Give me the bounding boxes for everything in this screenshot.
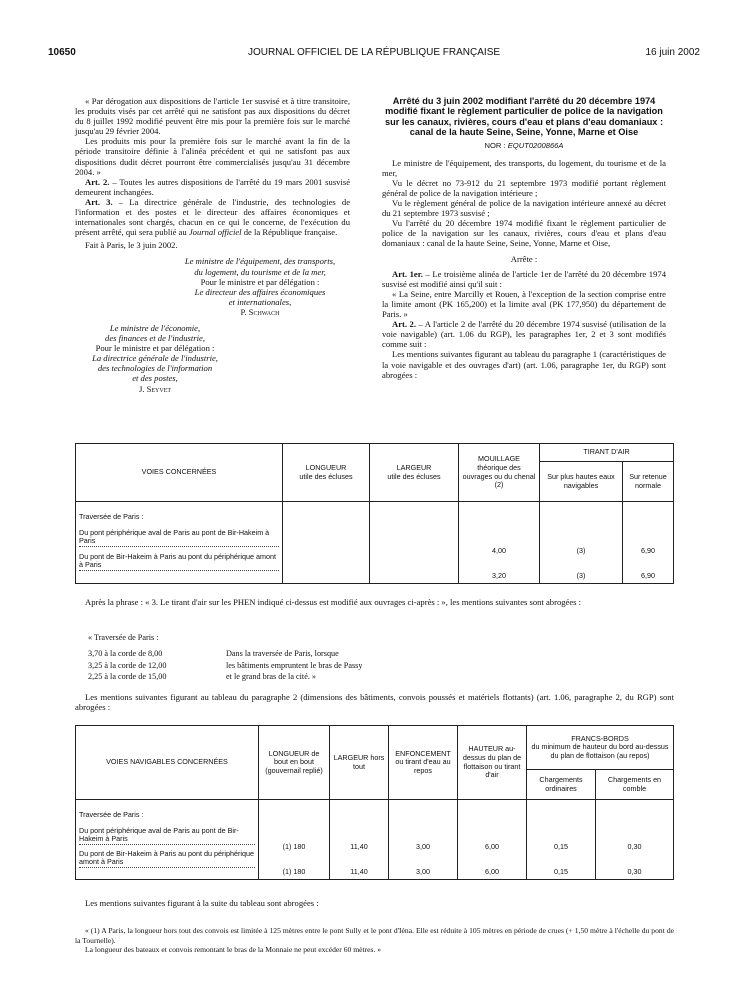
table-cell: (3) (3) — [540, 502, 623, 584]
article-3 — [75, 197, 350, 237]
publication-date: 16 juin 2002 — [645, 47, 700, 58]
page-number: 10650 — [48, 47, 76, 58]
page-header — [48, 47, 700, 61]
nor-reference — [382, 141, 666, 151]
col-header: Sur retenue normale — [623, 462, 674, 502]
paragraph: « La Seine, entre Marcilly et Rouen, à l'exception de la section comprise entre la limite amont (PK 165,200) et la limite aval (PK 177,950) du département de Paris. » — [382, 288, 666, 320]
paragraph: Vu le règlement général de police de la navigation intérieure annexé au décret du 21 septembre 1973 susvisé ; — [382, 198, 666, 219]
table-cell — [370, 502, 459, 584]
signature-block-transport — [170, 256, 350, 317]
list-item: 3,25 à la corde de 12,00 les bâtiments empruntent le bras de Passy — [88, 660, 363, 670]
list-item: 2,25 à la corde de 15,00 et le grand bras de la cité. » — [88, 672, 317, 682]
paragraph: « Par dérogation aux dispositions de l'article 1er susvisé et à titre transitoire, les produits visés par cet arrêté qui ne satisfont pas aux dispositions du décret du 8 juillet 1992 modifié peuvent être mis pour la première fois sur le marché jusqu'au 29 février 2004. — [75, 96, 350, 137]
mid-text-2 — [75, 692, 674, 712]
signature-line: des finances et de l'industrie, — [105, 333, 205, 344]
article-label: Art. 2. — [392, 319, 416, 330]
article-text: de la République française. — [241, 227, 338, 238]
right-column — [382, 96, 666, 380]
col-header: TIRANT D'AIR — [540, 444, 674, 462]
signatory-name: J. Seyvet — [138, 383, 172, 394]
section-label: Traversée de Paris : — [79, 810, 144, 819]
row-label: Du pont de Bir-Hakeim à Paris au pont du périphérique amont à Paris — [79, 553, 279, 571]
paragraph: Les mentions suivantes figurant au tableau du paragraphe 2 (dimensions des bâtiments, convois poussés et matériels flottants) (art. 1.06, paragraphe 2, du RGP) sont abrogées : — [75, 692, 674, 713]
fait-line: Fait à Paris, le 3 juin 2002. — [85, 240, 178, 251]
col-header: LARGEUR hors tout — [330, 726, 389, 800]
table-dimensions — [75, 725, 674, 880]
col-header: HAUTEUR au-dessus du plan de flottaison ou tirant d'air — [458, 726, 527, 800]
col-header: VOIES NAVIGABLES CONCERNÉES — [76, 726, 259, 800]
article-2 — [382, 319, 666, 349]
article-1 — [382, 269, 666, 289]
arrete-heading: Arrête : — [510, 253, 538, 264]
col-header: LARGEUR utile des écluses — [370, 444, 459, 502]
col-header: MOUILLAGE théorique des ouvrages ou du chenal (2) — [459, 444, 540, 502]
section-label: Traversée de Paris : — [79, 512, 144, 521]
col-header: Chargements en comble — [596, 770, 674, 800]
nor-code: EQUT0200866A — [507, 140, 564, 150]
row-label: Du pont de Bir-Hakeim à Paris au pont du périphérique amont à Paris — [79, 848, 254, 867]
table-row-label — [76, 502, 283, 584]
signature-line: Pour le ministre et par délégation : — [200, 276, 320, 287]
footnotes — [75, 926, 674, 955]
journal-officiel-ref: Journal officiel — [188, 227, 242, 238]
article-label: Art. 3. — [85, 196, 113, 207]
col-header: ENFONCEMENT ou tirant d'eau au repos — [389, 726, 458, 800]
table-row-label — [76, 800, 259, 880]
signature-line: et des postes, — [132, 373, 178, 384]
col-header: VOIES CONCERNÉES — [76, 444, 283, 502]
article-text: – Le troisième alinéa de l'article 1er de l'arrêté du 20 décembre 1974 susvisé est modifié ainsi qu'il suit : — [382, 268, 666, 289]
table-cell: (1) 180 (1) 180 — [259, 800, 330, 880]
article-text: – Toutes les autres dispositions de l'arrêté du 19 mars 2001 susvisé demeurent inchangées. — [75, 176, 351, 197]
left-column — [75, 96, 350, 394]
table-cell: 3,00 3,00 — [389, 800, 458, 880]
article-label: Art. 1er. — [392, 268, 423, 279]
list-item: 3,70 à la corde de 8,00 Dans la traversée de Paris, lorsque — [88, 649, 339, 659]
decree-title: Arrêté du 3 juin 2002 modifiant l'arrêté du 20 décembre 1974 modifié fixant le règlement particulier de police de la navigation sur les canaux, rivières, cours d'eau et plans d'eau domaniaux : canal de la haute Seine, Seine, Yonne, Marne et Oise — [384, 96, 664, 138]
tirant-list — [88, 632, 448, 683]
table-cell: 6,90 6,90 — [623, 502, 674, 584]
table-cell: 6,00 6,00 — [458, 800, 527, 880]
signature-line: du logement, du tourisme et de la mer, — [194, 266, 326, 277]
col-header: Sur plus hautes eaux navigables — [540, 462, 623, 502]
col-header: LONGUEUR utile des écluses — [283, 444, 370, 502]
paragraph: Vu l'arrêté du 20 décembre 1974 modifié fixant le règlement particulier de police de la navigation sur les canaux, rivières, cours d'eau et plans d'eau domaniaux : canal de la haute Seine, Seine, Yonne, Marne et Oise, — [382, 218, 666, 249]
row-label: Du pont périphérique aval de Paris au pont de Bir-Hakeim à Paris — [79, 529, 279, 547]
signature-line: La directrice générale de l'industrie, — [92, 353, 218, 364]
paragraph: Les mentions suivantes figurant au tableau du paragraphe 1 (caractéristiques de la voie navigable et des ouvrages d'art) (art. 1.06, paragraphe 1er, du RGP) sont abrogées : — [382, 349, 666, 380]
col-header: FRANCS-BORDS du minimum de hauteur du bord au-dessus du plan de flottaison (au repos) — [527, 726, 674, 770]
signature-line: Le directeur des affaires économiques — [194, 286, 326, 297]
nor-label: NOR : — [484, 140, 508, 150]
mid-text — [75, 597, 674, 607]
article-text: – A l'article 2 de l'arrêté du 20 décembre 1974 susvisé (utilisation de la voie navigable) (art. 1.06 du RGP), les paragraphes 1er, 2 et 3 sont modifiés comme suit : — [382, 319, 666, 350]
signature-line: Pour le ministre et par délégation : — [95, 343, 215, 354]
paragraph: Les mentions suivantes figurant à la suite du tableau sont abrogées : — [85, 898, 319, 908]
article-text: – La directrice générale de l'industrie, des technologies de l'information et des postes et le directeur des affaires économiques et internationales sont chargés, chacun en ce qui le concerne, de l'exécution du présent arrêté, qui sera publié au — [75, 196, 351, 238]
paragraph: Le ministre de l'équipement, des transports, du logement, du tourisme et de la mer, — [382, 157, 666, 178]
paragraph: Vu le décret no 73-912 du 21 septembre 1973 modifié portant règlement général de police de la navigation intérieure ; — [382, 177, 666, 198]
signature-block-economie — [75, 323, 235, 394]
footnote: La longueur des bateaux et convois remontant le bras de la Monnaie ne peut excéder 60 mètres. » — [85, 945, 382, 955]
row-label: Du pont périphérique aval de Paris au pont de Bir-Hakeim à Paris — [79, 827, 255, 845]
signature-line: des technologies de l'information — [97, 363, 213, 374]
table-cell: 0,30 0,30 — [596, 800, 674, 880]
list-head: « Traversée de Paris : — [88, 633, 159, 642]
table-cell: 11,40 11,40 — [330, 800, 389, 880]
bottom-text — [75, 898, 674, 908]
signature-line: Le ministre de l'économie, — [109, 322, 201, 333]
paragraph: Après la phrase : « 3. Le tirant d'air sur les PHEN indiqué ci-dessus est modifié aux ouvrages ci-après : », les mentions suivantes sont abrogées : — [85, 597, 582, 607]
article-2 — [75, 177, 350, 197]
footnote: « (1) A Paris, la longueur hors tout des convois est limitée à 125 mètres entre le pont Sully et le pont d'Iéna. Elle est réduite à 105 mètres en période de crues (+ 1,50 mètre à l'échelle du pont de la Tournelle). — [75, 926, 674, 945]
journal-title: JOURNAL OFFICIEL DE LA RÉPUBLIQUE FRANÇAISE — [247, 47, 501, 58]
signatory-name: P. Schwach — [240, 306, 280, 317]
article-label: Art. 2. — [85, 176, 110, 187]
table-cell: 4,00 3,20 — [459, 502, 540, 584]
col-header: Chargements ordinaires — [527, 770, 596, 800]
signature-line: et internationales, — [228, 296, 292, 307]
table-voie-navigable — [75, 443, 674, 584]
table-cell: 0,15 0,15 — [527, 800, 596, 880]
table-cell — [283, 502, 370, 584]
paragraph: Les produits mis pour la première fois sur le marché avant la fin de la période transitoire définie à l'alinéa précédent et qui ne satisfont pas aux dispositions dudit décret pourront être commercialisés jusqu'au 31 décembre 2004. » — [75, 136, 350, 177]
signature-line: Le ministre de l'équipement, des transports, — [184, 256, 336, 267]
col-header: LONGUEUR de bout en bout (gouvernail replié) — [259, 726, 330, 800]
